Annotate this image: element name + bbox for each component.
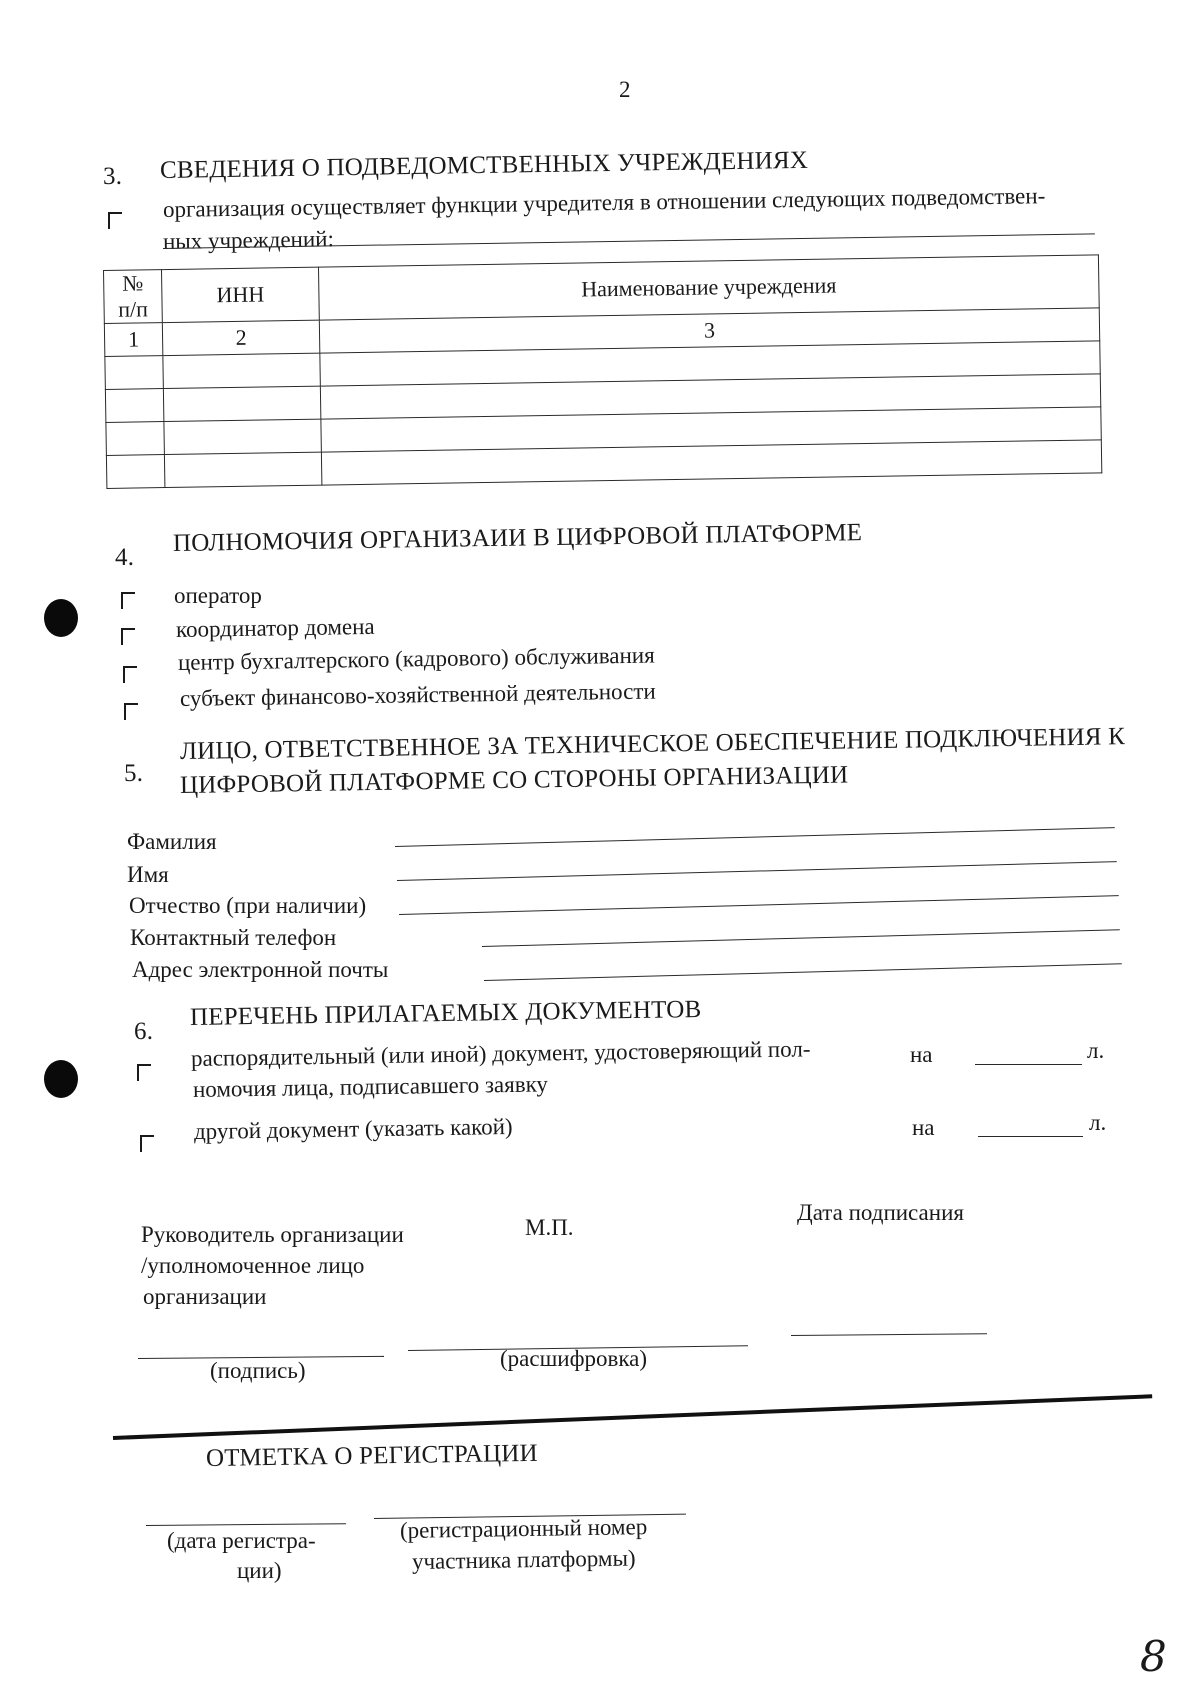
section6-title: ПЕРЕЧЕНЬ ПРИЛАГАЕМЫХ ДОКУМЕНТОВ: [189, 995, 702, 1031]
handwritten-sheet-number: 8: [1140, 1632, 1167, 1681]
section3-title: СВЕДЕНИЯ О ПОДВЕДОМСТВЕННЫХ УЧРЕЖДЕНИЯХ: [159, 146, 809, 184]
option-financial-subject: субъект финансово-хозяйственной деятельности: [179, 678, 656, 711]
doc2-na: на: [912, 1115, 935, 1140]
table-header-no: [104, 270, 163, 324]
option-accounting-center: центр бухгалтерского (кадрового) обслуживания: [177, 642, 655, 675]
table-cell[interactable]: [164, 419, 321, 454]
table-cell[interactable]: [105, 356, 164, 390]
doc2-pages-field[interactable]: [978, 1136, 1083, 1137]
registration-date-caption-line2: ции): [237, 1558, 282, 1583]
label-patronymic: Отчество (при наличии): [129, 893, 367, 918]
header-no-line2: п/п: [118, 296, 149, 322]
table-header-inn: ИНН: [162, 267, 320, 322]
registration-title: ОТМЕТКА О РЕГИСТРАЦИИ: [205, 1439, 538, 1472]
checkbox-financial-subject-icon[interactable]: [124, 703, 142, 721]
registration-date-field[interactable]: [146, 1523, 346, 1526]
checkbox-accounting-center-icon[interactable]: [123, 666, 141, 684]
signing-date-field[interactable]: [791, 1333, 987, 1336]
punch-hole-bottom: [44, 1060, 78, 1098]
signing-date-label: Дата подписания: [797, 1200, 964, 1225]
patronymic-field[interactable]: [399, 895, 1119, 915]
section5-title-line2: ЦИФРОВОЙ ПЛАТФОРМЕ СО СТОРОНЫ ОРГАНИЗАЦИИ: [179, 761, 849, 799]
section3-option-line2: ных учреждений:: [162, 226, 335, 254]
head-line3: организации: [143, 1284, 267, 1309]
page-number: 2: [619, 77, 631, 102]
table-header-name: Наименование учреждения: [318, 255, 1099, 320]
table-cell[interactable]: [106, 422, 165, 456]
table-num-1: 1: [104, 323, 163, 357]
registration-date-caption-line1: (дата регистра-: [167, 1528, 316, 1553]
doc2-l: л.: [1089, 1110, 1107, 1135]
registration-number-caption-line1: (регистрационный номер: [399, 1514, 648, 1543]
phone-field[interactable]: [482, 929, 1120, 947]
table-num-2: 2: [162, 320, 319, 355]
signature-caption: (подпись): [210, 1358, 306, 1383]
checkbox-domain-coordinator-icon[interactable]: [121, 628, 139, 646]
table-cell[interactable]: [105, 389, 164, 423]
table-cell[interactable]: [164, 452, 321, 487]
name-field[interactable]: [397, 861, 1117, 881]
checkbox-founder-icon[interactable]: [108, 212, 126, 230]
registration-number-caption-line2: участника платформы): [411, 1545, 636, 1574]
checkbox-operator-icon[interactable]: [121, 592, 139, 610]
label-name: Имя: [127, 862, 169, 887]
head-line1: Руководитель организации: [141, 1222, 404, 1247]
stamp-place-label: М.П.: [525, 1215, 574, 1240]
checkbox-authority-document-icon[interactable]: [137, 1064, 155, 1082]
decode-caption: (расшифровка): [500, 1346, 648, 1371]
option-operator: оператор: [174, 583, 262, 608]
table-cell[interactable]: [163, 353, 320, 388]
doc1-l: л.: [1087, 1038, 1105, 1063]
registration-separator: [113, 1394, 1152, 1440]
head-line2: /уполномоченное лицо: [141, 1253, 365, 1278]
subordinate-institutions-table: [103, 254, 1102, 489]
doc2-label: другой документ (указать какой): [193, 1113, 513, 1144]
doc1-na: на: [910, 1042, 933, 1067]
label-phone: Контактный телефон: [130, 925, 337, 950]
checkbox-other-document-icon[interactable]: [140, 1135, 158, 1153]
option-domain-coordinator: координатор домена: [175, 613, 375, 642]
table-cell[interactable]: [163, 386, 320, 421]
doc1-line2: номочия лица, подписавшего заявку: [192, 1071, 549, 1102]
section4-title: ПОЛНОМОЧИЯ ОРГАНИЗАИИ В ЦИФРОВОЙ ПЛАТФОРМЕ: [172, 519, 863, 557]
email-field[interactable]: [484, 963, 1122, 981]
section5-title-line1: ЛИЦО, ОТВЕТСТВЕННОЕ ЗА ТЕХНИЧЕСКОЕ ОБЕСПЕЧЕНИЕ ПОДКЛЮЧЕНИЯ К: [179, 723, 1126, 765]
label-email: Адрес электронной почты: [132, 957, 389, 982]
section3-number: 3.: [103, 163, 123, 190]
doc1-line1: распорядительный (или иной) документ, удостоверяющий пол-: [190, 1036, 811, 1071]
label-surname: Фамилия: [127, 829, 217, 854]
section3-option-line1: организация осуществляет функции учредителя в отношении следующих подведомствен-: [162, 183, 1046, 222]
table-cell[interactable]: [106, 455, 165, 489]
table-num-3: 3: [319, 308, 1099, 353]
section6-number: 6.: [134, 1018, 154, 1045]
section5-number: 5.: [124, 760, 144, 787]
section4-number: 4.: [115, 544, 135, 571]
header-no-line1: №: [122, 270, 144, 296]
doc1-pages-field[interactable]: [975, 1064, 1082, 1065]
surname-field[interactable]: [395, 827, 1115, 847]
punch-hole-top: [44, 599, 78, 637]
